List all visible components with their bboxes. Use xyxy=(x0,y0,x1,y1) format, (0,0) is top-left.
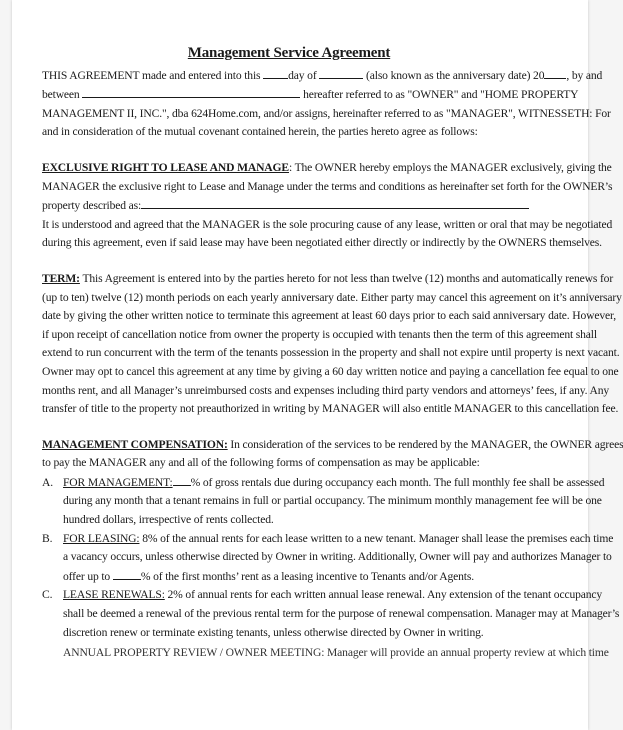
owner-name-blank[interactable] xyxy=(82,85,300,98)
term-line-8: transfer of title to the property not preauthorized in writing by MANAGER will also entitle MANAGER to this cancellation fee. xyxy=(42,402,619,416)
term-line-3: date by giving the other written notice to terminate this agreement at least 60 days prior to each said anniversary date. However, xyxy=(42,309,617,323)
list-item-c: C. LEASE RENEWALS: 2% of annual rents for each written annual lease renewal. Any extension of the tenant occupancy xyxy=(42,588,603,602)
term-line-5: extend to run concurrent with the term of the tenants possession in the property and shall not expire until property is next vacant. xyxy=(42,346,620,360)
incentive-percent-blank[interactable] xyxy=(113,567,141,580)
intro-line-2: between hereafter referred to as "OWNER" and "HOME PROPERTY xyxy=(42,85,536,105)
list-item-c-line-2: shall be deemed a renewal of the previous rental term for the purpose of renewal compensation. Manager may at Manager’s xyxy=(63,607,620,621)
list-item-a: A. FOR MANAGEMENT: % of gross rentals due during occupancy each month. The full monthly fee shall be assessed xyxy=(42,473,536,493)
term-line-4: if upon receipt of cancellation notice from owner the property is occupied with tenants then the term of this agreement shall xyxy=(42,327,597,341)
intro-line-1: THIS AGREEMENT made and entered into this day of (also known as the anniversary date) 20 , by and xyxy=(42,66,536,86)
exclusive-line-3: property described as: xyxy=(42,196,536,216)
cutoff-line: ANNUAL PROPERTY REVIEW / OWNER MEETING: Manager will provide an annual property review at which time xyxy=(63,646,609,660)
exclusive-heading: EXCLUSIVE RIGHT TO LEASE AND MANAGE xyxy=(42,160,289,174)
document-body xyxy=(42,44,623,660)
compensation-heading: MANAGEMENT COMPENSATION: xyxy=(42,437,228,451)
term-line-1: TERM: This Agreement is entered into by the parties hereto for not less than twelve (12) months and automatically renews for xyxy=(42,271,614,285)
document-page xyxy=(12,0,623,730)
property-description-blank[interactable] xyxy=(141,196,529,209)
list-item-a-line-3: hundred dollars, irrespective of rents collected. xyxy=(63,513,274,527)
list-item-c-line-3: discretion renew or terminate existing tenants, unless otherwise directed by Owner in writing. xyxy=(63,625,484,639)
list-item-b-line-2: a vacancy occurs, unless otherwise directed by Owner in writing. Additionally, Owner will pay and authorizes Manager to xyxy=(63,550,612,564)
term-line-2: (up to ten) twelve (12) month periods on each yearly anniversary date. Either party may cancel this agreement on it’s anniversary xyxy=(42,290,622,304)
list-item-b-line-3: offer up to % of the first months’ rent as a leasing incentive to Tenants and/or Agents. xyxy=(42,567,536,587)
document-title: Management Service Agreement xyxy=(187,45,391,61)
list-item-b: B. FOR LEASING: 8% of the annual rents for each lease written to a new tenant. Manager shall lease the premises each time xyxy=(42,531,614,545)
term-line-7: months rent, and all Manager’s unreimbursed costs and expenses including third party vendors and attorneys’ fees, if any. Any xyxy=(42,383,610,397)
for-leasing-label: FOR LEASING: xyxy=(63,531,140,545)
intro-line-4: and in consideration of the mutual covenant contained herein, the parties hereto agree as follows: xyxy=(42,125,478,139)
term-heading: TERM: xyxy=(42,271,80,285)
lease-renewals-label: LEASE RENEWALS: xyxy=(63,588,165,602)
month-blank[interactable] xyxy=(319,66,363,79)
exclusive-line-5: during this agreement, even if said lease may have been negotiated either directly or indirectly by the OWNERS themselves. xyxy=(42,236,602,250)
list-item-a-line-2: during any month that a tenant remains in full or partial occupancy. The minimum monthly management fee will be one xyxy=(63,494,602,508)
for-management-label: FOR MANAGEMENT: xyxy=(63,475,173,489)
management-percent-blank[interactable] xyxy=(173,473,191,486)
exclusive-line-1: EXCLUSIVE RIGHT TO LEASE AND MANAGE: The OWNER hereby employs the MANAGER exclusively, giving the xyxy=(42,160,612,174)
exclusive-line-2: MANAGER the exclusive right to Lease and Manage under the terms and conditions as hereinafter set forth for the OWNER’s xyxy=(42,179,613,193)
compensation-line-2: to pay the MANAGER any and all of the following forms of compensation as may be applicable: xyxy=(42,456,480,470)
intro-line-3: MANAGEMENT II, INC.", dba 624Home.com, and/or assigns, hereinafter referred to as "MANAGER", WITNESSETH: For xyxy=(42,106,611,120)
exclusive-line-4: It is understood and agreed that the MANAGER is the sole procuring cause of any lease, written or oral that may be negotiated xyxy=(42,217,613,231)
day-blank[interactable] xyxy=(263,66,288,79)
compensation-line-1: MANAGEMENT COMPENSATION: In consideration of the services to be rendered by the MANAGER, the OWNER agrees xyxy=(42,437,623,451)
term-line-6: Owner may opt to cancel this agreement at any time by giving a 60 day written notice and paying a cancellation fee equal to one xyxy=(42,364,619,378)
year-blank[interactable] xyxy=(544,66,566,79)
